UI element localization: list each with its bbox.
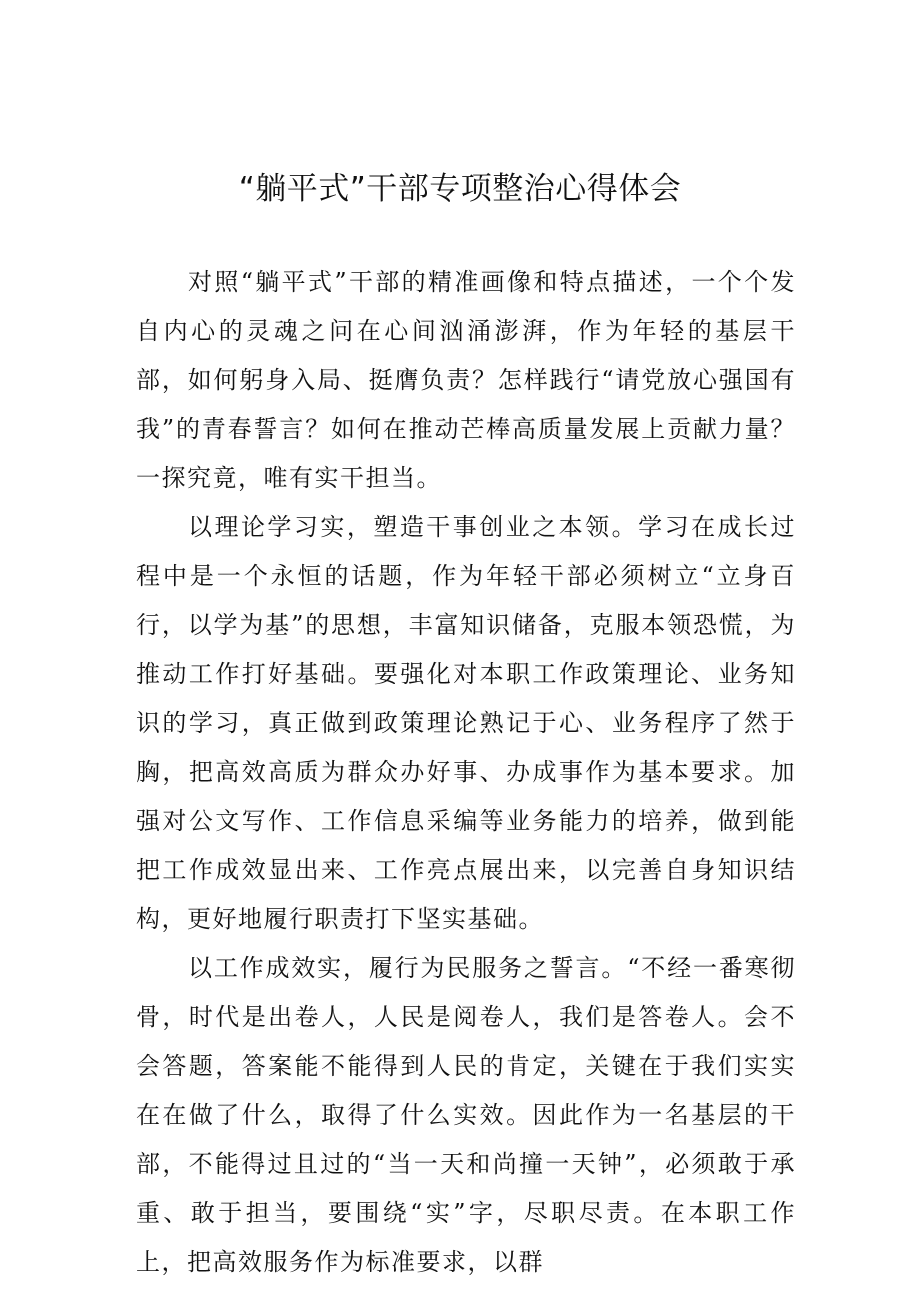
- paragraph-intro: 对照“躺平式”干部的精准画像和特点描述，一个个发自内心的灵魂之问在心间汹涌澎湃，作为年轻的基层干部，如何躬身入局、挺膺负责？怎样践行“请党放心强国有我”的青春誓言？如何在推动芒棒高质量发展上贡献力量？一探究竟，唯有实干担当。: [136, 268, 796, 492]
- paragraph-theory-study: 以理论学习实，塑造干事创业之本领。学习在成长过程中是一个永恒的话题，作为年轻干部必须树立“立身百行，以学为基”的思想，丰富知识储备，克服本领恐慌，为推动工作打好基础。要强化对本职工作政策理论、业务知识的学习，真正做到政策理论熟记于心、业务程序了然于胸，把高效高质为群众办好事、办成事作为基本要求。加强对公文写作、工作信息采编等业务能力的培养，做到能把工作成效显出来、工作亮点展出来，以完善自身知识结构，更好地履行职责打下坚实基础。: [136, 513, 796, 933]
- document-body: [136, 258, 796, 1287]
- document-title: “躺平式”干部专项整治心得体会: [238, 171, 682, 207]
- paragraph-work-results: 以工作成效实，履行为民服务之誓言。“不经一番寒彻骨，时代是出卷人，人民是阅卷人，我们是答卷人。会不会答题，答案能不能得到人民的肯定，关键在于我们实实在在做了什么，取得了什么实效。因此作为一名基层的干部，不能得过且过的“当一天和尚撞一天钟”，必须敢于承重、敢于担当，要围绕“实”字，尽职尽责。在本职工作上，把高效服务作为标准要求，以群: [136, 954, 796, 1276]
